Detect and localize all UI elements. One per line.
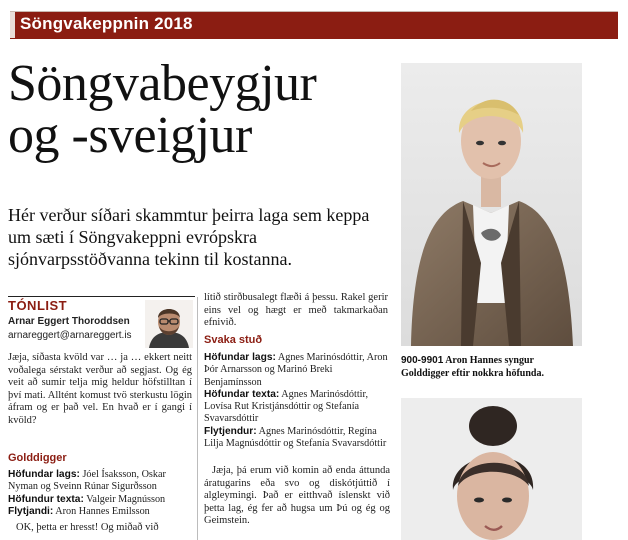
column-2-credits (204, 352, 390, 450)
photo-aron-hannes (401, 63, 582, 346)
column-divider (197, 297, 198, 540)
author-name: Arnar Eggert Thoroddsen (8, 316, 130, 327)
subhead-golddigger: Golddigger (8, 452, 67, 464)
credit-line: Höfundur texta: Valgeir Magnússon (8, 493, 166, 505)
photo-caption: 900-9901 Aron Hannes syngur Golddigger eftir nokkra höfunda. (401, 355, 544, 379)
headline (8, 55, 388, 164)
column-2-body: Jæja, þá erum við komin að enda áttunda áratugarins eða svo og diskótjúttið í algleymingi. Það er eitthvað íslenskt við þetta lag, ég fer að hugsa um Þú og ég og Geimstein. (204, 465, 390, 527)
photo-singer-2 (401, 398, 582, 540)
column-1-credits (8, 469, 194, 518)
column-1-tail: OK, þetta er hresst! Og miðað við (16, 522, 159, 533)
category-label: TÓNLIST (8, 298, 68, 313)
credit-line: Höfundar lags: Jóel Ísaksson, Oskar Nyman og Sveinn Rúnar Sigurðsson (8, 469, 166, 493)
headline-line-1: Söngvabeygjur (8, 55, 317, 112)
section-title: Söngvakeppnin 2018 (20, 14, 193, 33)
author-avatar (145, 300, 193, 348)
credit-line: Flytjendur: Agnes Marinósdóttir, Regína Lilja Magnúsdóttir og Stefanía Svavarsdóttir (204, 425, 387, 450)
subhead-svaka-stud: Svaka stuð (204, 334, 263, 346)
headline-line-2: og -sveigjur (8, 107, 252, 164)
column-1-intro-text: Jæja, síðasta kvöld var … ja … ekkert neitt voðalega sérstakt verður að segjast. Og ég veit að sumir telja mig heldur höfstilltan í því mati. Alltént komust tvö sterkustu lögin áfram og er það vel. En hvað er í gangi í kvöld? (8, 352, 192, 426)
author-email[interactable]: arnareggert@arnareggert.is (8, 330, 132, 341)
column-2-top: lítið stirðbusalegt flæði á þessu. Rakel gerir eins vel og hægt er með takmarkaðan efnivið. (204, 292, 388, 329)
lead-paragraph: Hér verður síðari skammtur þeirra laga sem keppa um sæti í Söngvakeppni evrópskra sjónvarpsstöðvanna tekinn til kostanna. (8, 205, 370, 269)
credit-line: Höfundar lags: Agnes Marinósdóttir, Aron Þór Arnarsson og Marinó Breki Benjamínsson (204, 352, 388, 388)
column-1-intro (8, 352, 192, 428)
credit-line: Flytjandi: Aron Hannes Emilsson (8, 505, 150, 517)
credit-line: Höfundar texta: Agnes Marinósdóttir, Lovísa Rut Kristjánsdóttir og Stefanía Svavarsdóttir (204, 388, 369, 425)
section-bar-accent (10, 12, 15, 38)
byline-rule (8, 296, 195, 297)
